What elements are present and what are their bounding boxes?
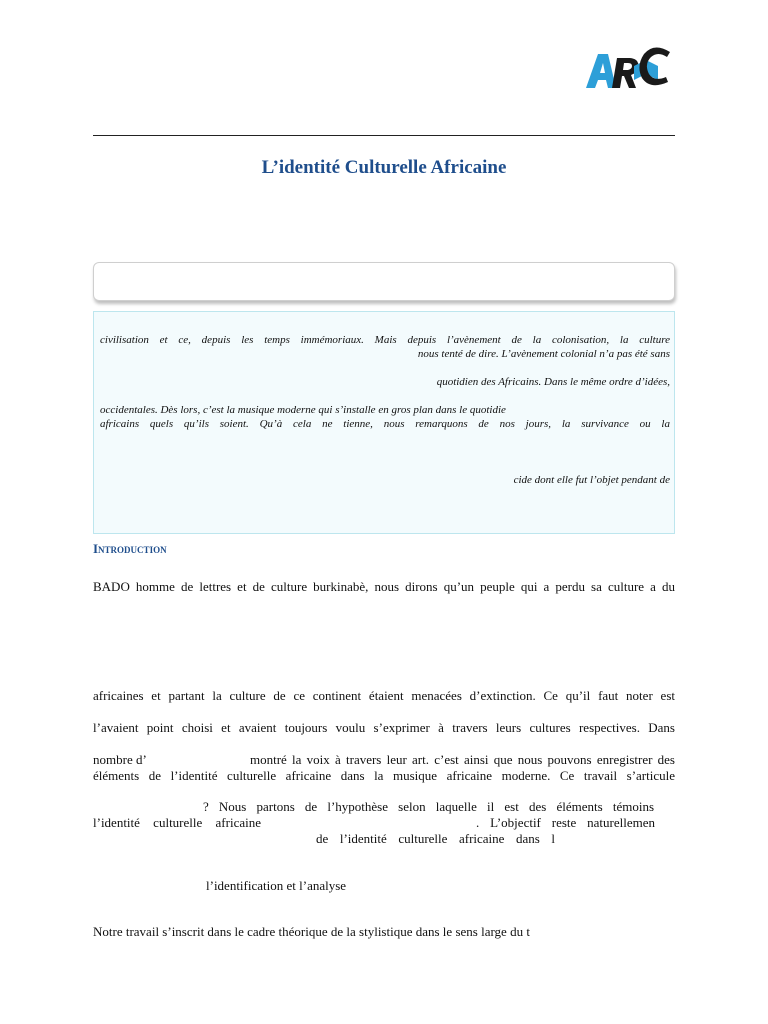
- body-line: l’identité culturelle africaine: [93, 815, 261, 830]
- abstract-line: nous tenté de dire. L’avènement colonial n’a pas été sans: [417, 348, 670, 360]
- empty-frame: [93, 262, 675, 301]
- document-title: L’identité Culturelle Africaine: [261, 157, 507, 178]
- body-line: . L’objectif reste naturellemen: [476, 815, 655, 830]
- body-line: éléments de l’identité culturelle africaine dans la musique africaine moderne. Ce travail s’articule: [93, 768, 675, 783]
- arc-logo: [584, 44, 674, 94]
- abstract-line: civilisation et ce, depuis les temps immémoriaux. Mais depuis l’avènement de la colonisation, la culture: [100, 334, 670, 346]
- body-line: ? Nous partons de l’hypothèse selon laquelle il est des éléments témoins: [203, 799, 654, 814]
- body-line: de l’identité culturelle africaine dans l: [316, 831, 555, 846]
- header-rule: [93, 135, 675, 136]
- abstract-line: occidentales. Dès lors, c’est la musique moderne qui s’installe en gros plan dans le quotidie: [100, 404, 506, 416]
- abstract-line: africains quels qu’ils soient. Qu’à cela ne tienne, nous remarquons de nos jours, la survivance ou la: [100, 418, 670, 430]
- body-line: montré la voix à travers leur art. c’est ainsi que nous pouvons enregistrer des: [250, 752, 675, 767]
- abstract-box: [93, 311, 675, 534]
- body-line: africaines et partant la culture de ce continent étaient menacées d’extinction. Ce qu’il faut noter est: [93, 688, 675, 703]
- body-line: BADO homme de lettres et de culture burkinabè, nous dirons qu’un peuple qui a perdu sa culture a du: [93, 579, 675, 594]
- abstract-line: cide dont elle fut l’objet pendant de: [513, 474, 670, 486]
- body-line: Notre travail s’inscrit dans le cadre théorique de la stylistique dans le sens large du t: [93, 924, 530, 939]
- abstract-line: quotidien des Africains. Dans le même ordre d’idées,: [436, 376, 670, 388]
- body-line: l’avaient point choisi et avaient toujours voulu s’exprimer à travers leurs cultures respectives. Dans: [93, 720, 675, 735]
- body-line: nombre d’: [93, 752, 147, 767]
- introduction-heading: Introduction: [93, 541, 167, 556]
- body-line: l’identification et l’analyse: [206, 878, 347, 893]
